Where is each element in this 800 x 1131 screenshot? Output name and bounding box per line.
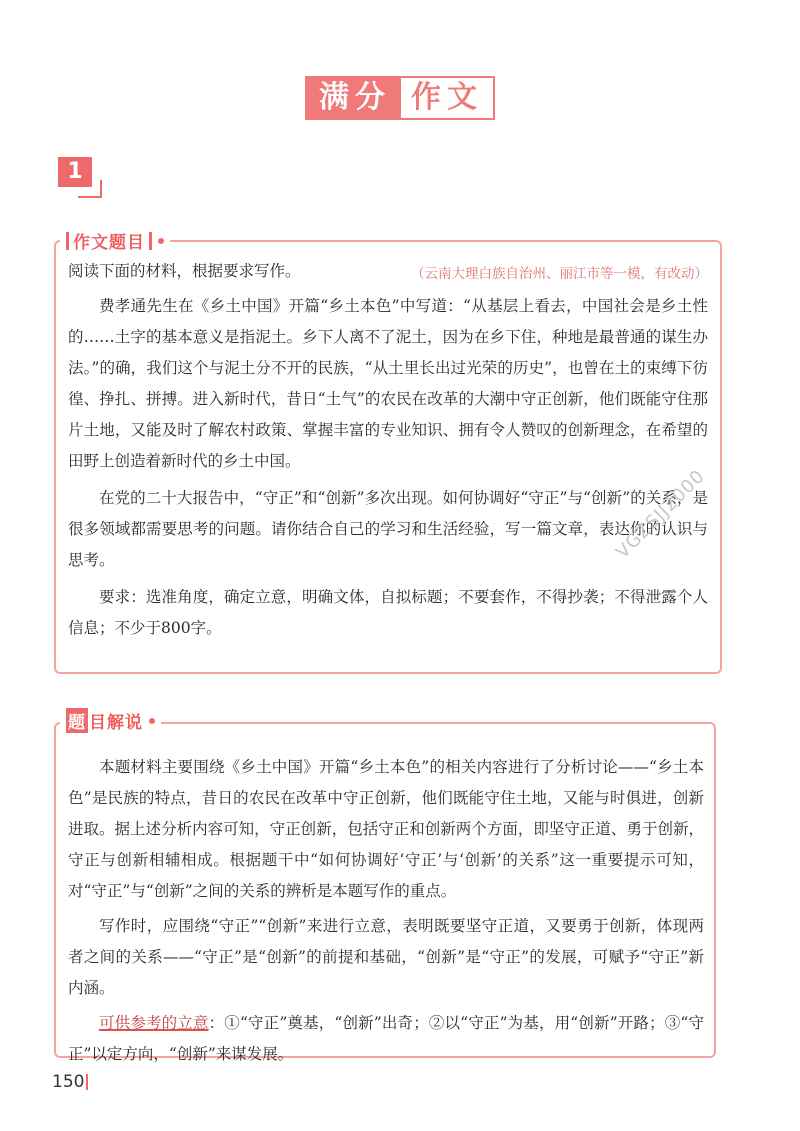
label-bar-end [149,232,152,250]
watermark: VGZSJJ2000 [612,465,710,563]
title-left: 满分 [305,76,399,120]
prompt-paragraph: 在党的二十大报告中，“守正”和“创新”多次出现。如何协调好“守正”与“创新”的关系，是很多领域都需要思考的问题。请你结合自己的学习和生活经验，写一篇文章，表达你的认识与思考。 [68,489,708,569]
analysis-paragraph: 本题材料主要围绕《乡土中国》开篇“乡土本色”的相关内容进行了分析讨论——“乡土本色”是民族的特点，昔日的农民在改革中守正创新，他们既能守住土地，又能与时俱进，创新进取。据上述分析内容可知，守正创新，包括守正和创新两个方面，即坚守正道、勇于创新，守正与创新相辅相成。根据题干中“如何协调好‘守正’与‘创新’的关系”这一重要提示可知，对“守正”与“创新”之间的关系的辨析是本题写作的重点。 [68,758,704,900]
page-number-bar [86,1074,88,1090]
analysis-section-label [60,708,161,733]
reference-text: ：①“守正”奠基，“创新”出奇；②以“守正”为基，用“创新”开路；③“守正”以定方向，“创新”来谋发展。 [68,1014,704,1063]
prompt-section-label [60,228,170,253]
label-dot-icon [149,718,155,724]
reference-label: 可供参考的立意 [99,1014,209,1032]
section-number-tag: 1 [58,157,92,187]
analysis-label-rest: 目解说 [89,713,143,733]
analysis-content [68,752,704,1070]
title-right: 作文 [399,76,495,120]
prompt-label-first: 作 [73,233,91,253]
analysis-reference [68,1008,704,1070]
page-title-banner [305,76,495,120]
page-number: 150 [52,1072,85,1092]
prompt-paragraph: 费孝通先生在《乡土中国》开篇“乡土本色”中写道：“从基层上看去，中国社会是乡土性的……土字的基本意义是指泥土。乡下人离不了泥土，因为在乡下住，种地是最普通的谋生办法。”的确，我们这个与泥土分不开的民族，“从土里长出过光荣的历史”，也曾在土的束缚下彷徨、挣扎、拼搏。进入新时代，昔日“土气”的农民在改革的大潮中守正创新，他们既能守住那片土地，又能及时了解农村政策、掌握丰富的专业知识、拥有令人赞叹的创新理念，在希望的田野上创造着新时代的乡土中国。 [68,297,708,470]
prompt-source: （云南大理白族自治州、丽江市等一模，有改动） [411,265,708,282]
label-dot-icon [158,238,164,244]
analysis-label-first: 题 [66,708,88,733]
prompt-requirements: 要求：选准角度，确定立意，明确文体，自拟标题；不要套作，不得抄袭；不得泄露个人信息；不少于800字。 [68,588,708,637]
analysis-paragraph: 写作时，应围绕“守正”“创新”来进行立意，表明既要坚守正道，又要勇于创新，体现两者之间的关系——“守正”是“创新”的前提和基础，“创新”是“守正”的发展，可赋予“守正”新内涵。 [68,917,704,997]
prompt-content [68,256,708,644]
prompt-label-rest: 文题目 [91,233,145,253]
prompt-intro: 阅读下面的材料，根据要求写作。 [68,262,301,280]
label-bar [66,232,69,250]
